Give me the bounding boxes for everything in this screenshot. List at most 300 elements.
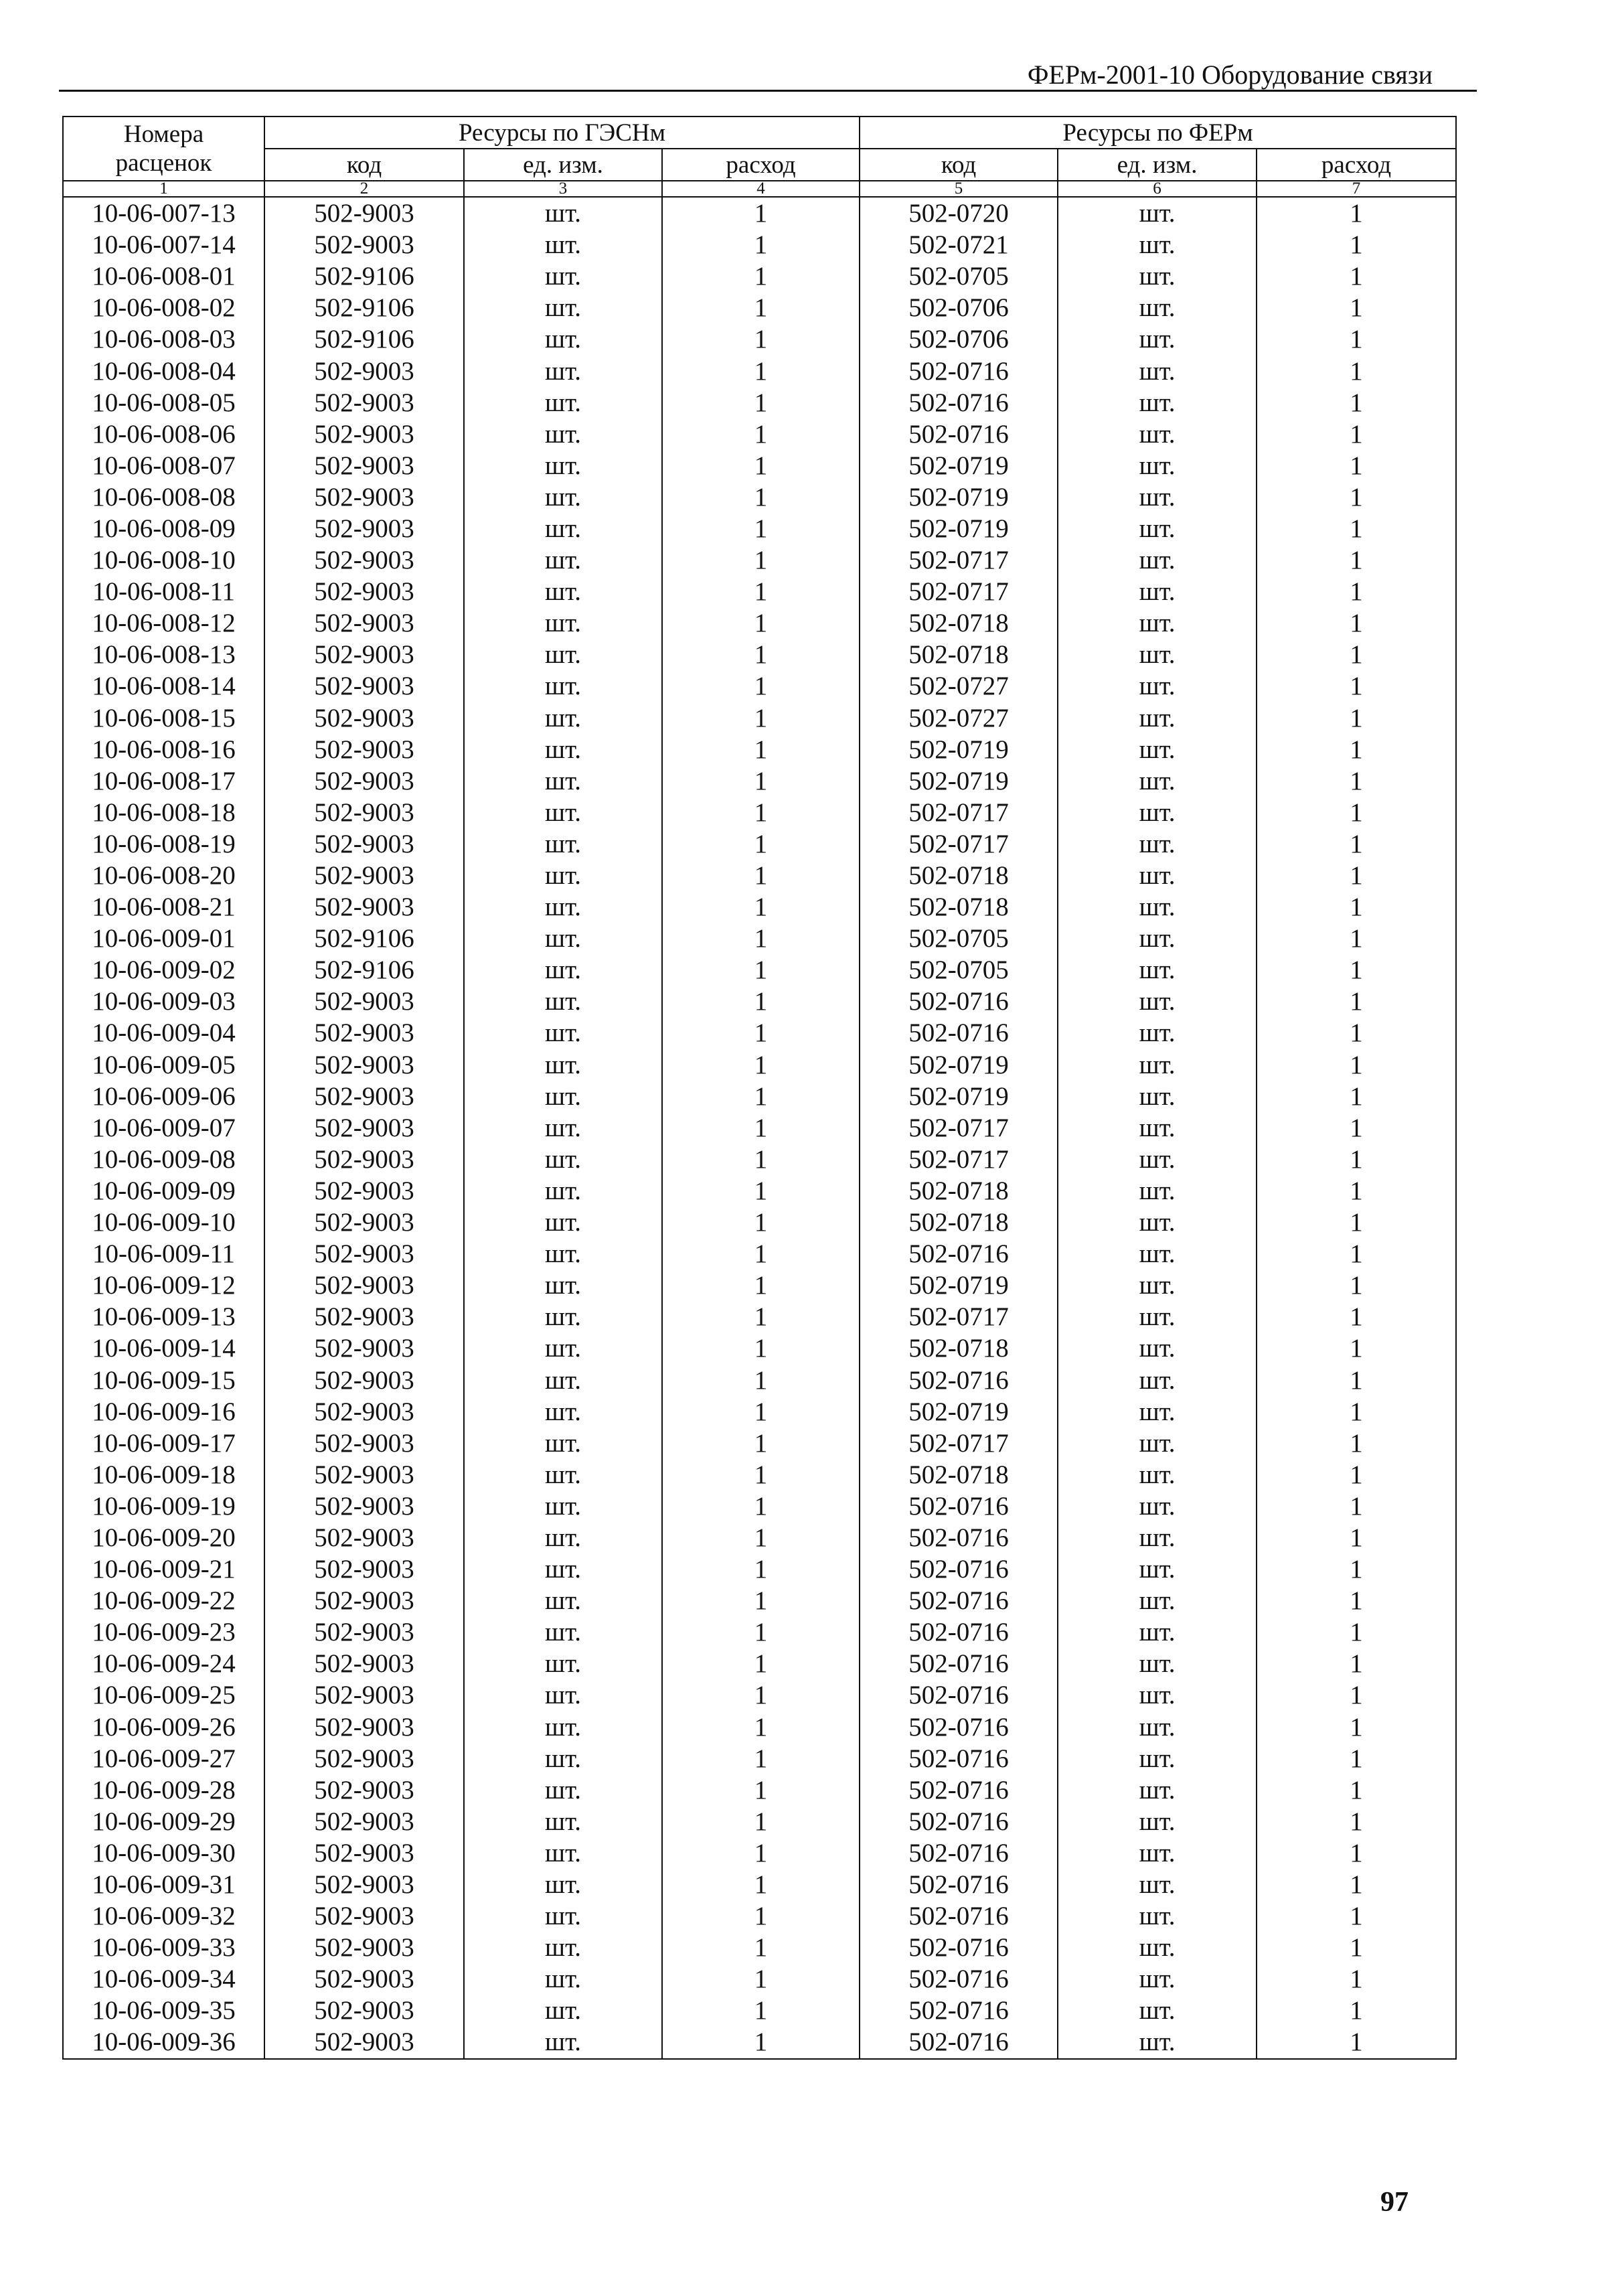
gesn-unit-cell: шт. [464,639,662,670]
table-row [63,1963,1456,1995]
fer-consumption-cell: 1 [1257,1837,1456,1869]
fer-unit-cell: шт. [1058,1049,1257,1081]
gesn-code-cell: 502-9003 [264,1585,464,1616]
fer-consumption-cell: 1 [1257,229,1456,260]
gesn-consumption-cell: 1 [662,1522,860,1553]
fer-unit-cell: шт. [1058,1459,1257,1490]
table-row [63,923,1456,954]
fer-code-cell: 502-0719 [860,734,1058,765]
table-row [63,1428,1456,1459]
fer-code-cell: 502-0716 [860,418,1058,450]
gesn-code-cell: 502-9003 [264,734,464,765]
fer-code-cell: 502-0718 [860,1332,1058,1364]
fer-unit-header: ед. изм. [1058,149,1257,181]
table-row [63,197,1456,229]
gesn-unit-cell: шт. [464,418,662,450]
gesn-consumption-cell: 1 [662,1995,860,2026]
rate-number-cell: 10-06-008-11 [63,576,264,607]
gesn-unit-cell: шт. [464,1553,662,1585]
rate-number-cell: 10-06-008-07 [63,450,264,481]
resource-table [62,116,1457,2060]
fer-consumption-cell: 1 [1257,734,1456,765]
gesn-unit-cell: шт. [464,387,662,418]
gesn-consumption-cell: 1 [662,797,860,828]
rate-number-cell: 10-06-009-29 [63,1806,264,1837]
gesn-code-cell: 502-9106 [264,260,464,292]
fer-consumption-cell: 1 [1257,1963,1456,1995]
gesn-consumption-cell: 1 [662,1175,860,1207]
table-row [63,544,1456,576]
fer-unit-cell: шт. [1058,229,1257,260]
gesn-code-header: код [264,149,464,181]
rate-number-cell: 10-06-009-31 [63,1869,264,1900]
gesn-unit-cell: шт. [464,1270,662,1301]
gesn-code-cell: 502-9003 [264,355,464,386]
fer-code-cell: 502-0716 [860,1806,1058,1837]
gesn-consumption-cell: 1 [662,986,860,1017]
fer-unit-cell: шт. [1058,292,1257,323]
resource-table-container [62,116,1455,2060]
gesn-code-cell: 502-9003 [264,765,464,797]
fer-unit-cell: шт. [1058,765,1257,797]
fer-code-cell: 502-0716 [860,1616,1058,1648]
table-row [63,576,1456,607]
gesn-unit-header: ед. изм. [464,149,662,181]
gesn-code-cell: 502-9003 [264,1207,464,1238]
table-row [63,1207,1456,1238]
fer-unit-cell: шт. [1058,576,1257,607]
gesn-code-cell: 502-9003 [264,1553,464,1585]
gesn-unit-cell: шт. [464,450,662,481]
gesn-unit-cell: шт. [464,1112,662,1144]
fer-consumption-cell: 1 [1257,1364,1456,1395]
fer-consumption-cell: 1 [1257,1017,1456,1049]
fer-unit-cell: шт. [1058,986,1257,1017]
gesn-consumption-cell: 1 [662,670,860,702]
rate-number-cell: 10-06-009-21 [63,1553,264,1585]
fer-unit-cell: шт. [1058,1553,1257,1585]
gesn-unit-cell: шт. [464,481,662,513]
fer-unit-cell: шт. [1058,1995,1257,2026]
fer-code-cell: 502-0716 [860,1364,1058,1395]
gesn-unit-cell: шт. [464,1679,662,1711]
table-row [63,765,1456,797]
fer-unit-cell: шт. [1058,450,1257,481]
gesn-consumption-cell: 1 [662,1049,860,1081]
fer-consumption-cell: 1 [1257,1553,1456,1585]
fer-consumption-cell: 1 [1257,1396,1456,1428]
gesn-consumption-cell: 1 [662,1017,860,1049]
gesn-consumption-cell: 1 [662,923,860,954]
gesn-consumption-cell: 1 [662,418,860,450]
fer-code-cell: 502-0727 [860,670,1058,702]
table-row [63,860,1456,891]
fer-consumption-header: расход [1257,149,1456,181]
fer-unit-cell: шт. [1058,891,1257,923]
table-body [63,197,1456,2059]
gesn-consumption-cell: 1 [662,702,860,734]
gesn-consumption-cell: 1 [662,639,860,670]
fer-unit-cell: шт. [1058,1270,1257,1301]
fer-consumption-cell: 1 [1257,797,1456,828]
rate-number-cell: 10-06-008-21 [63,891,264,923]
fer-consumption-cell: 1 [1257,1238,1456,1270]
column-number: 3 [464,181,662,197]
gesn-unit-cell: шт. [464,292,662,323]
rate-number-cell: 10-06-008-09 [63,513,264,544]
fer-code-cell: 502-0717 [860,797,1058,828]
fer-code-cell: 502-0719 [860,1396,1058,1428]
gesn-code-cell: 502-9003 [264,1522,464,1553]
fer-code-cell: 502-0716 [860,1648,1058,1679]
gesn-unit-cell: шт. [464,1332,662,1364]
rate-number-cell: 10-06-008-03 [63,323,264,355]
table-row [63,1806,1456,1837]
gesn-consumption-cell: 1 [662,1963,860,1995]
gesn-code-cell: 502-9003 [264,1270,464,1301]
gesn-unit-cell: шт. [464,1428,662,1459]
fer-unit-cell: шт. [1058,670,1257,702]
rate-number-cell: 10-06-008-08 [63,481,264,513]
fer-unit-cell: шт. [1058,1711,1257,1743]
fer-unit-cell: шт. [1058,1869,1257,1900]
rate-number-cell: 10-06-009-07 [63,1112,264,1144]
fer-code-cell: 502-0718 [860,639,1058,670]
fer-consumption-cell: 1 [1257,986,1456,1017]
table-row [63,891,1456,923]
gesn-unit-cell: шт. [464,1175,662,1207]
rate-number-header-bottom: расценок [115,149,212,177]
rate-number-cell: 10-06-008-10 [63,544,264,576]
gesn-consumption-cell: 1 [662,1711,860,1743]
gesn-code-cell: 502-9003 [264,1648,464,1679]
fer-consumption-cell: 1 [1257,197,1456,229]
fer-consumption-cell: 1 [1257,1869,1456,1900]
gesn-code-cell: 502-9003 [264,418,464,450]
gesn-consumption-cell: 1 [662,1743,860,1774]
fer-unit-cell: шт. [1058,1112,1257,1144]
table-row [63,260,1456,292]
gesn-unit-cell: шт. [464,828,662,860]
gesn-unit-cell: шт. [464,1869,662,1900]
fer-code-cell: 502-0719 [860,765,1058,797]
rate-number-cell: 10-06-009-08 [63,1144,264,1175]
rate-number-cell: 10-06-009-20 [63,1522,264,1553]
fer-consumption-cell: 1 [1257,670,1456,702]
fer-consumption-cell: 1 [1257,576,1456,607]
gesn-unit-cell: шт. [464,860,662,891]
table-row [63,797,1456,828]
gesn-consumption-cell: 1 [662,1490,860,1522]
table-row [63,1616,1456,1648]
gesn-unit-cell: шт. [464,1049,662,1081]
gesn-code-cell: 502-9003 [264,1932,464,1963]
fer-unit-cell: шт. [1058,1743,1257,1774]
column-number: 1 [63,181,264,197]
fer-code-cell: 502-0716 [860,1585,1058,1616]
gesn-unit-cell: шт. [464,323,662,355]
table-row [63,450,1456,481]
column-number: 7 [1257,181,1456,197]
fer-consumption-cell: 1 [1257,954,1456,986]
rate-number-cell: 10-06-008-12 [63,607,264,639]
table-row [63,323,1456,355]
table-row [63,1774,1456,1806]
gesn-code-cell: 502-9106 [264,923,464,954]
gesn-consumption-cell: 1 [662,734,860,765]
gesn-code-cell: 502-9003 [264,513,464,544]
rate-number-cell: 10-06-009-13 [63,1301,264,1332]
gesn-consumption-cell: 1 [662,1301,860,1332]
gesn-code-cell: 502-9106 [264,323,464,355]
fer-consumption-cell: 1 [1257,1743,1456,1774]
fer-consumption-cell: 1 [1257,1806,1456,1837]
fer-consumption-cell: 1 [1257,765,1456,797]
gesn-unit-cell: шт. [464,1522,662,1553]
fer-unit-cell: шт. [1058,513,1257,544]
rate-number-cell: 10-06-009-06 [63,1081,264,1112]
fer-consumption-cell: 1 [1257,323,1456,355]
rate-number-cell: 10-06-009-26 [63,1711,264,1743]
table-row [63,1175,1456,1207]
rate-number-cell: 10-06-008-15 [63,702,264,734]
gesn-code-cell: 502-9003 [264,1081,464,1112]
gesn-consumption-cell: 1 [662,1364,860,1395]
gesn-code-cell: 502-9003 [264,797,464,828]
table-row [63,954,1456,986]
fer-code-cell: 502-0716 [860,1553,1058,1585]
fer-consumption-cell: 1 [1257,1301,1456,1332]
gesn-unit-cell: шт. [464,544,662,576]
gesn-unit-cell: шт. [464,1144,662,1175]
gesn-code-cell: 502-9003 [264,607,464,639]
table-row [63,1679,1456,1711]
fer-unit-cell: шт. [1058,260,1257,292]
gesn-code-cell: 502-9003 [264,1679,464,1711]
fer-consumption-cell: 1 [1257,1932,1456,1963]
fer-consumption-cell: 1 [1257,260,1456,292]
column-number: 5 [860,181,1058,197]
gesn-code-cell: 502-9003 [264,1490,464,1522]
rate-number-cell: 10-06-009-24 [63,1648,264,1679]
gesn-consumption-cell: 1 [662,1270,860,1301]
fer-code-cell: 502-0716 [860,1743,1058,1774]
table-row [63,1332,1456,1364]
gesn-group-header: Ресурсы по ГЭСНм [264,117,860,149]
gesn-code-cell: 502-9003 [264,1175,464,1207]
gesn-unit-cell: шт. [464,1932,662,1963]
fer-unit-cell: шт. [1058,197,1257,229]
table-row [63,1743,1456,1774]
gesn-unit-cell: шт. [464,1774,662,1806]
table-row [63,1837,1456,1869]
fer-consumption-cell: 1 [1257,1270,1456,1301]
gesn-consumption-cell: 1 [662,576,860,607]
gesn-code-cell: 502-9003 [264,986,464,1017]
rate-number-cell: 10-06-008-13 [63,639,264,670]
gesn-unit-cell: шт. [464,197,662,229]
rate-number-cell: 10-06-008-04 [63,355,264,386]
table-row [63,986,1456,1017]
gesn-unit-cell: шт. [464,765,662,797]
table-row [63,1869,1456,1900]
rate-number-cell: 10-06-009-33 [63,1932,264,1963]
fer-code-cell: 502-0719 [860,1049,1058,1081]
gesn-consumption-cell: 1 [662,1837,860,1869]
gesn-unit-cell: шт. [464,986,662,1017]
fer-consumption-cell: 1 [1257,1490,1456,1522]
gesn-code-cell: 502-9003 [264,387,464,418]
table-row [63,1112,1456,1144]
fer-code-cell: 502-0716 [860,1963,1058,1995]
fer-code-cell: 502-0719 [860,1081,1058,1112]
fer-consumption-cell: 1 [1257,1175,1456,1207]
fer-consumption-cell: 1 [1257,1585,1456,1616]
fer-unit-cell: шт. [1058,607,1257,639]
gesn-code-cell: 502-9003 [264,1301,464,1332]
rate-number-cell: 10-06-008-01 [63,260,264,292]
fer-code-cell: 502-0716 [860,1711,1058,1743]
gesn-consumption-cell: 1 [662,260,860,292]
table-row [63,1932,1456,1963]
fer-code-cell: 502-0716 [860,1869,1058,1900]
table-row [63,1270,1456,1301]
gesn-unit-cell: шт. [464,954,662,986]
column-number: 6 [1058,181,1257,197]
rate-number-cell: 10-06-008-14 [63,670,264,702]
gesn-consumption-cell: 1 [662,1144,860,1175]
fer-unit-cell: шт. [1058,1207,1257,1238]
rate-number-header [63,117,264,181]
gesn-unit-cell: шт. [464,1648,662,1679]
gesn-code-cell: 502-9003 [264,670,464,702]
fer-code-cell: 502-0705 [860,923,1058,954]
gesn-code-cell: 502-9003 [264,702,464,734]
fer-unit-cell: шт. [1058,1428,1257,1459]
fer-code-cell: 502-0705 [860,954,1058,986]
fer-unit-cell: шт. [1058,1175,1257,1207]
fer-unit-cell: шт. [1058,954,1257,986]
fer-unit-cell: шт. [1058,481,1257,513]
gesn-unit-cell: шт. [464,1995,662,2026]
fer-code-cell: 502-0716 [860,2026,1058,2058]
rate-number-cell: 10-06-009-10 [63,1207,264,1238]
gesn-consumption-cell: 1 [662,229,860,260]
gesn-unit-cell: шт. [464,1963,662,1995]
gesn-code-cell: 502-9003 [264,828,464,860]
fer-unit-cell: шт. [1058,1963,1257,1995]
fer-unit-cell: шт. [1058,1932,1257,1963]
table-row [63,1585,1456,1616]
gesn-consumption-cell: 1 [662,1616,860,1648]
gesn-code-cell: 502-9003 [264,1364,464,1395]
fer-unit-cell: шт. [1058,828,1257,860]
table-row [63,1995,1456,2026]
fer-code-cell: 502-0705 [860,260,1058,292]
fer-unit-cell: шт. [1058,639,1257,670]
gesn-consumption-cell: 1 [662,1553,860,1585]
fer-consumption-cell: 1 [1257,292,1456,323]
gesn-code-cell: 502-9106 [264,292,464,323]
gesn-consumption-cell: 1 [662,1112,860,1144]
gesn-consumption-cell: 1 [662,1774,860,1806]
fer-code-cell: 502-0727 [860,702,1058,734]
fer-consumption-cell: 1 [1257,481,1456,513]
fer-unit-cell: шт. [1058,355,1257,386]
fer-unit-cell: шт. [1058,1144,1257,1175]
gesn-code-cell: 502-9003 [264,1616,464,1648]
fer-consumption-cell: 1 [1257,828,1456,860]
gesn-consumption-cell: 1 [662,1806,860,1837]
table-row [63,734,1456,765]
table-row [63,513,1456,544]
gesn-consumption-cell: 1 [662,1428,860,1459]
fer-consumption-cell: 1 [1257,1711,1456,1743]
gesn-consumption-cell: 1 [662,450,860,481]
gesn-code-cell: 502-9003 [264,1837,464,1869]
fer-code-cell: 502-0717 [860,1301,1058,1332]
rate-number-cell: 10-06-009-19 [63,1490,264,1522]
rate-number-cell: 10-06-008-05 [63,387,264,418]
gesn-code-cell: 502-9106 [264,954,464,986]
fer-unit-cell: шт. [1058,1238,1257,1270]
gesn-consumption-cell: 1 [662,954,860,986]
gesn-unit-cell: шт. [464,2026,662,2058]
table-row [63,670,1456,702]
table-row [63,702,1456,734]
table-row [63,1553,1456,1585]
gesn-consumption-cell: 1 [662,1679,860,1711]
gesn-consumption-cell: 1 [662,1396,860,1428]
fer-code-cell: 502-0717 [860,576,1058,607]
gesn-consumption-cell: 1 [662,544,860,576]
fer-consumption-cell: 1 [1257,513,1456,544]
fer-consumption-cell: 1 [1257,1648,1456,1679]
table-row [63,1522,1456,1553]
rate-number-cell: 10-06-009-30 [63,1837,264,1869]
fer-consumption-cell: 1 [1257,923,1456,954]
fer-unit-cell: шт. [1058,323,1257,355]
table-row [63,355,1456,386]
fer-unit-cell: шт. [1058,1679,1257,1711]
gesn-unit-cell: шт. [464,1238,662,1270]
gesn-code-cell: 502-9003 [264,1112,464,1144]
gesn-consumption-cell: 1 [662,481,860,513]
fer-consumption-cell: 1 [1257,1112,1456,1144]
gesn-code-cell: 502-9003 [264,544,464,576]
gesn-unit-cell: шт. [464,797,662,828]
fer-code-cell: 502-0716 [860,1017,1058,1049]
gesn-unit-cell: шт. [464,1396,662,1428]
gesn-code-cell: 502-9003 [264,197,464,229]
fer-code-cell: 502-0716 [860,1774,1058,1806]
fer-code-cell: 502-0717 [860,544,1058,576]
rate-number-cell: 10-06-009-17 [63,1428,264,1459]
fer-consumption-cell: 1 [1257,1144,1456,1175]
table-row [63,1648,1456,1679]
fer-consumption-cell: 1 [1257,1081,1456,1112]
fer-unit-cell: шт. [1058,1522,1257,1553]
gesn-consumption-cell: 1 [662,1332,860,1364]
rate-number-cell: 10-06-009-27 [63,1743,264,1774]
gesn-unit-cell: шт. [464,923,662,954]
fer-code-cell: 502-0718 [860,891,1058,923]
gesn-consumption-cell: 1 [662,1648,860,1679]
gesn-code-cell: 502-9003 [264,1743,464,1774]
fer-consumption-cell: 1 [1257,2026,1456,2058]
fer-code-cell: 502-0718 [860,1207,1058,1238]
table-row [63,1711,1456,1743]
